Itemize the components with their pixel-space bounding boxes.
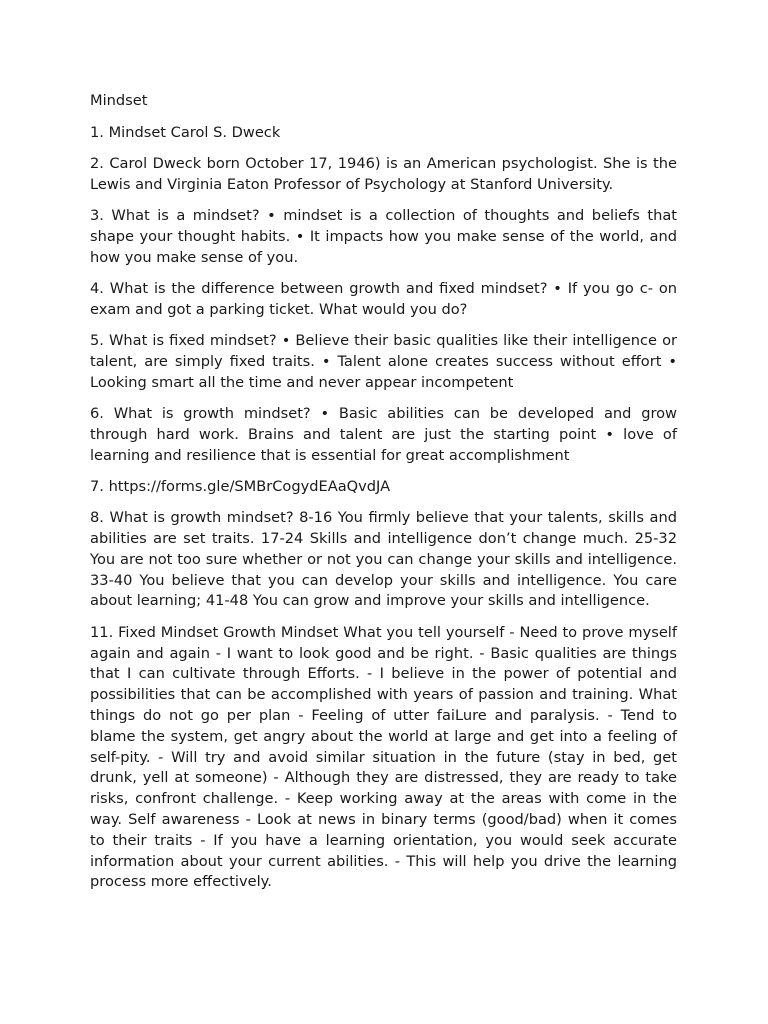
paragraph-6: 6. What is growth mindset? • Basic abilities can be developed and grow through hard work. Brains and talent are just the starting point • love of learning and resilience that is essential for great accomplishment xyxy=(90,405,677,464)
paragraph-2: 2. Carol Dweck born October 17, 1946) is an American psychologist. She is the Lewis and Virginia Eaton Professor of Psychology at Stanford University. xyxy=(90,155,677,193)
paragraph-1: 1. Mindset Carol S. Dweck xyxy=(90,123,281,141)
document-title: Mindset xyxy=(90,92,148,109)
paragraph-4: 4. What is the difference between growth and fixed mindset? • If you go c- on exam and got a parking ticket. What would you do? xyxy=(90,280,677,318)
document-page xyxy=(90,91,677,893)
paragraph-5: 5. What is fixed mindset? • Believe their basic qualities like their intelligence or talent, are simply fixed traits. • Talent alone creates success without effort • Looking smart all the time and never appear incompetent xyxy=(90,332,677,391)
paragraph-11: 11. Fixed Mindset Growth Mindset What you tell yourself - Need to prove myself again and again - I want to look good and be right. - Basic qualities are things that I can cultivate through Efforts. - I believe in the power of potential and possibilities that can be accomplished with years of passion and training. What things do not go per plan - Feeling of utter faiLure and paralysis. - Tend to blame the system, get angry about the world at large and get into a feeling of self-pity. - Will try and avoid similar situation in the future (stay in bed, get drunk, yell at someone) - Although they are distressed, they are ready to take risks, confront challenge. - Keep working away at the areas with come in the way. Self awareness - Look at news in binary terms (good/bad) when it comes to their traits - If you have a learning orientation, you would seek accurate information about your current abilities. - This will help you drive the learning process more effectively. xyxy=(90,623,677,891)
paragraph-7-link: 7. https://forms.gle/SMBrCogydEAaQvdJA xyxy=(90,477,391,495)
paragraph-8: 8. What is growth mindset? 8-16 You firmly believe that your talents, skills and abilities are set traits. 17-24 Skills and intelligence don’t change much. 25-32 You are not too sure whether or not you can change your skills and intelligence. 33-40 You believe that you can develop your skills and intelligence. You care about learning; 41-48 You can grow and improve your skills and intelligence. xyxy=(90,509,677,610)
paragraph-3: 3. What is a mindset? • mindset is a collection of thoughts and beliefs that shape your thought habits. • It impacts how you make sense of the world, and how you make sense of you. xyxy=(90,207,677,266)
